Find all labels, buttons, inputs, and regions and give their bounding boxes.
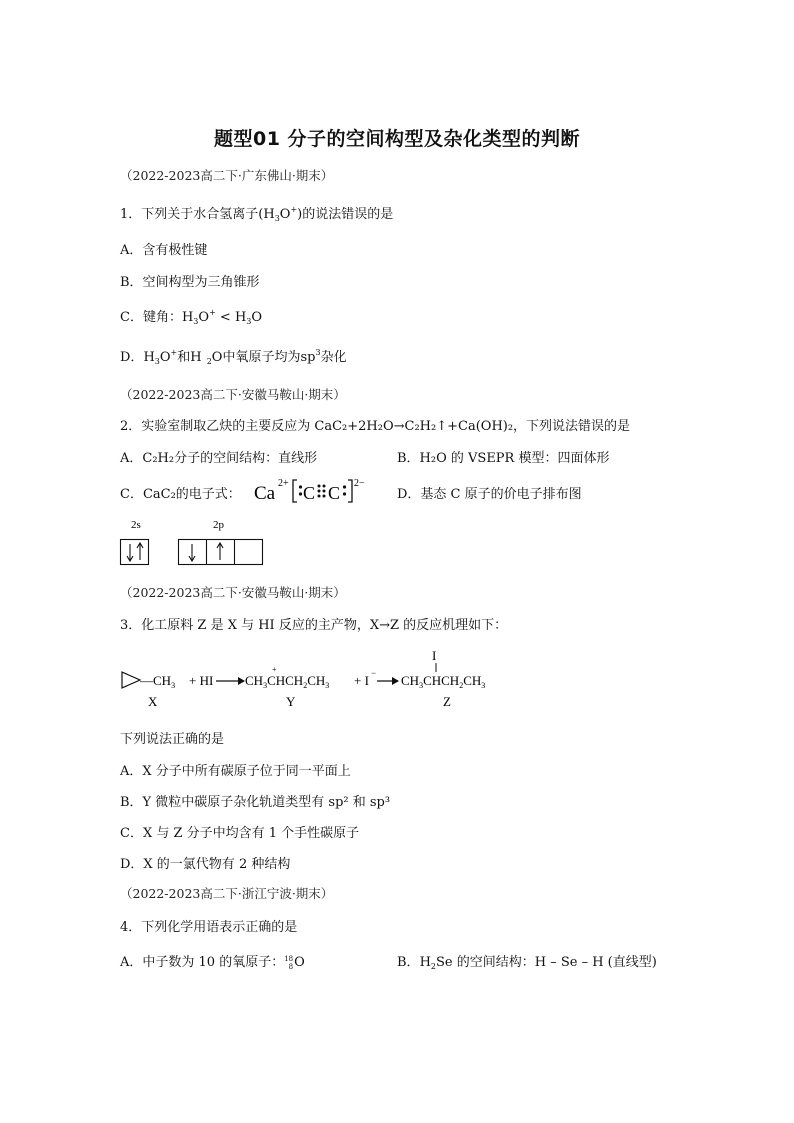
ca-symbol: Ca: [254, 483, 276, 504]
down-arrow-icon: [189, 544, 195, 561]
q1-formula-plus: +: [290, 205, 298, 214]
q1-source: （2022-2023高二下·广东佛山·期末）: [120, 168, 334, 183]
q1-d-sup: 3: [315, 348, 321, 357]
mass-number: 18: [284, 955, 294, 963]
label-y: Y: [286, 694, 296, 709]
carbon-1: C: [303, 483, 316, 503]
ca-charge: 2+: [278, 478, 289, 489]
bond-dot: [323, 490, 326, 493]
bond-dot: [318, 495, 321, 498]
q1-c-sub2: 3: [246, 317, 252, 326]
iodine-substituent: I: [432, 648, 437, 663]
orbital-2s-box: [121, 540, 149, 565]
q1-c-o1: O: [198, 310, 210, 325]
plus-i: + I: [354, 673, 369, 688]
q1-c-h1: H: [181, 310, 194, 325]
orbital-2s-label: 2s: [131, 519, 141, 531]
q2-option-a: A．C₂H₂分子的空间结构：直线形: [120, 451, 318, 466]
q2-option-d: D．基态 C 原子的价电子排布图: [397, 487, 582, 502]
reaction-arrow-icon: [216, 677, 245, 685]
right-bracket: [348, 480, 352, 502]
q1-option-d: [120, 346, 347, 366]
q1-c-o2: O: [251, 310, 263, 325]
bond-dot: [318, 490, 321, 493]
q1-d-o1: O: [159, 350, 171, 365]
q1-d-post: 中氧原子均为sp: [222, 350, 316, 365]
anion-charge: 2−: [354, 478, 365, 489]
q2-option-c: C．CaC₂的电子式：: [120, 487, 241, 502]
carbocation-plus: +: [272, 665, 277, 674]
reaction-arrow-icon: [377, 677, 399, 685]
q1-option-c: [120, 306, 262, 326]
q1-formula-h: H: [263, 207, 275, 222]
q3-option-a: A．X 分子中所有碳原子位于同一平面上: [120, 764, 351, 779]
bond-dot: [323, 485, 326, 488]
x-ch3-group: $—CH_3$: [140, 673, 176, 690]
q3-source: （2022-2023高二下·安徽马鞍山·期末）: [120, 585, 346, 600]
q1-c-sub1: 3: [193, 317, 199, 326]
q1-formula-o: O: [279, 207, 291, 222]
q4-b-sub: 2: [430, 962, 436, 971]
lone-pair-dot: [299, 485, 302, 488]
q2-option-b: B．H₂O 的 VSEPR 模型：四面体形: [397, 451, 610, 466]
down-arrow-icon: [127, 544, 133, 561]
q1-c-lt: <: [219, 310, 231, 325]
lone-pair-dot: [343, 485, 346, 488]
q2-stem: 2．实验室制取乙炔的主要反应为 CaC₂+2H₂O→C₂H₂↑+Ca(OH)₂，下列说法错误的是: [120, 419, 631, 434]
q4-b-rest: Se 的空间结构：H – Se – H (直线型): [436, 955, 657, 970]
bond-dot: [318, 485, 321, 488]
q1-d-end: 杂化: [320, 350, 347, 365]
label-z: Z: [443, 694, 451, 709]
q1-formula-sub: 3: [274, 214, 280, 223]
up-arrow-icon: [217, 543, 223, 560]
q4-option-b: [397, 951, 657, 971]
label-x: X: [148, 694, 158, 709]
q1-d-plus: +: [170, 348, 178, 357]
q3-option-d: D．X 的一氯代物有 2 种结构: [120, 857, 291, 872]
q2-source: （2022-2023高二下·安徽马鞍山·期末）: [120, 387, 346, 402]
q3-option-b: B．Y 微粒中碳原子杂化轨道类型有 sp² 和 sp³: [120, 795, 391, 810]
q3-question: 下列说法正确的是: [120, 732, 225, 747]
y-formula: $CH_3CHCH_2CH_3$: [245, 673, 330, 690]
q1-d-sub2-visible: 2: [206, 357, 212, 366]
lone-pair-dot: [343, 492, 346, 495]
orbital-2p-label: 2p: [213, 519, 224, 531]
reaction-mechanism: [118, 646, 538, 710]
q4-b-h: H: [419, 955, 431, 970]
q1-stem: [120, 203, 393, 223]
q1-c-h2: H: [234, 310, 247, 325]
q1-d-h1: H: [143, 350, 155, 365]
q1-option-b: B．空间构型为三角锥形: [120, 275, 260, 290]
q4-option-a-label: A．中子数为 10 的氧原子：: [120, 955, 285, 970]
carbon-2: C: [328, 483, 341, 503]
q1-option-c-label: C．键角：: [120, 310, 182, 325]
cac2-electron-formula: [250, 472, 380, 506]
q1-stem-pre: 1．下列关于水合氢离子(: [120, 207, 264, 222]
left-bracket: [293, 480, 297, 502]
q4-stem: 4．下列化学用语表示正确的是: [120, 920, 298, 935]
q4-option-b-label: B．: [397, 955, 420, 970]
q3-stem: 3．化工原料 Z 是 X 与 HI 反应的主产物，X→Z 的反应机理如下：: [120, 618, 508, 633]
q1-stem-post: )的说法错误的是: [297, 207, 394, 222]
iodide-minus: −: [371, 668, 377, 678]
z-formula: $CH_3CHCH_2CH_3$: [401, 673, 486, 690]
q1-d-h2: H: [190, 350, 202, 365]
lone-pair-dot: [299, 492, 302, 495]
page-title: 题型01 分子的空间构型及杂化类型的判断: [213, 128, 581, 150]
bond-dot: [323, 495, 326, 498]
q1-d-sub1: 3: [154, 357, 160, 366]
q1-d-label: D．: [120, 350, 144, 365]
element-o: O: [294, 955, 305, 970]
up-arrow-icon: [137, 543, 143, 560]
orbital-diagram: [118, 516, 268, 570]
cyclopropane-ring-icon: [122, 672, 140, 688]
q3-option-c: C．X 与 Z 分子中均含有 1 个手性碳原子: [120, 826, 360, 841]
plus-hi: + HI: [189, 673, 214, 688]
q1-c-plus: +: [209, 308, 216, 317]
isotope-numbers: [284, 955, 293, 971]
q4-source: （2022-2023高二下·浙江宁波·期末）: [120, 886, 334, 901]
q1-d-mid: 和: [177, 350, 191, 365]
q1-d-o2: O: [211, 350, 223, 365]
atomic-number: 8: [288, 963, 294, 971]
q4-option-a: [120, 951, 305, 971]
q1-option-a: A．含有极性键: [120, 243, 208, 258]
